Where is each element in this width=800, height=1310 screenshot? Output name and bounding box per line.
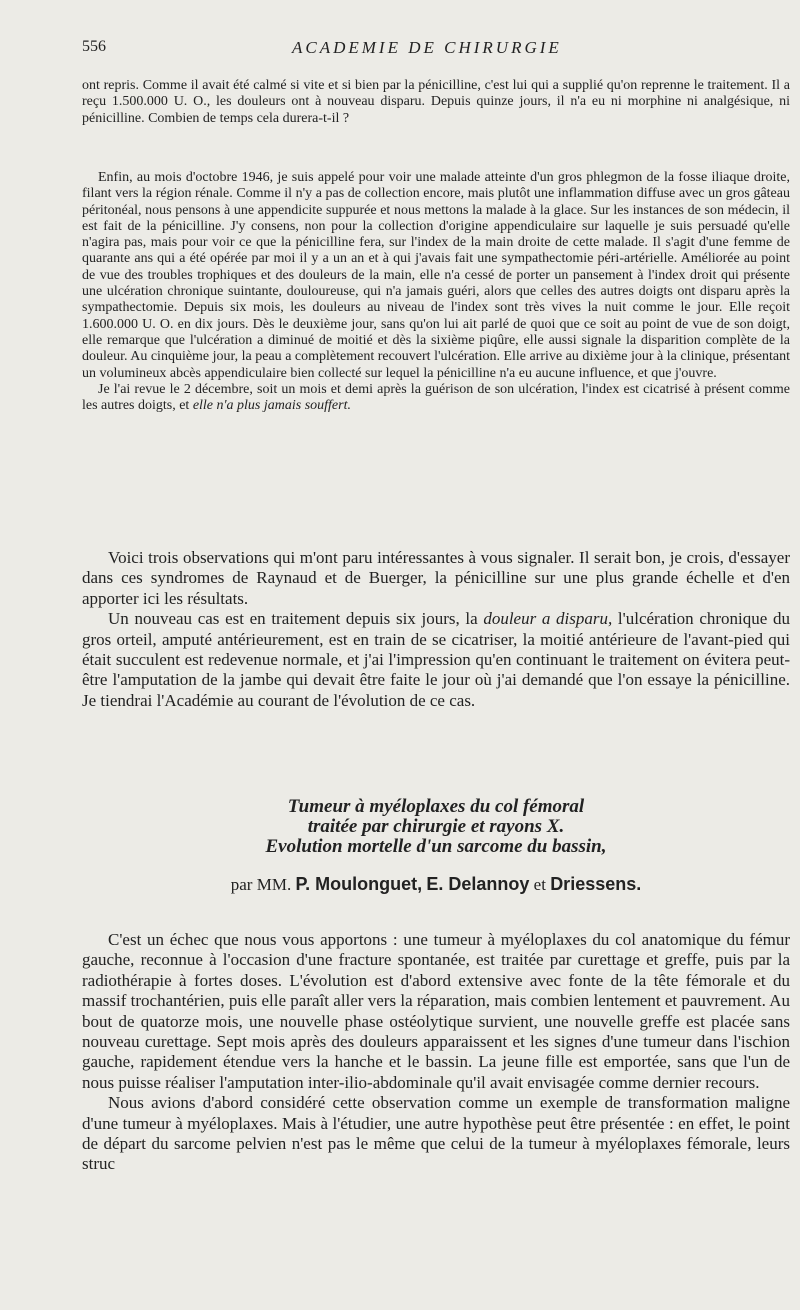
text-block-continuation <box>82 78 790 127</box>
paragraph-lead: Je l'ai revue le 2 décembre, soit un mois et demi après la guérison de son ulcération, l'index est cicatrisé à présent comme les autres doigts, et <box>82 381 790 414</box>
article-authors <box>82 874 790 895</box>
paragraph <box>82 382 790 415</box>
text-block-observation <box>82 170 790 414</box>
article-title <box>82 797 790 857</box>
paragraph-rest: l'ulcération chronique du gros orteil, amputé antérieurement, est en train de se cicatriser, la moitié antérieure de l'avant-pied qui était succulent est redevenue normale, et j'ai l'impression qu'en continuant le traitement on évitera peut-être l'amputation de la jambe qui devait être faite le jour où j'ai demandé que l'on essaye la pénicilline. Je tiendrai l'Académie au courant de l'évolution de ce cas. <box>82 609 790 710</box>
authors-prefix: par MM. <box>230 875 292 894</box>
running-head: ACADEMIE DE CHIRURGIE <box>292 38 562 57</box>
author-name: P. Moulonguet, <box>295 874 423 894</box>
emphasis-text: douleur a disparu, <box>483 609 613 629</box>
title-line: Tumeur à myéloplaxes du col fémoral <box>287 796 585 817</box>
text-block-article-body <box>82 930 790 1175</box>
paragraph <box>82 609 790 711</box>
paragraph: ont repris. Comme il avait été calmé si vite et si bien par la pénicilline, c'est lui qui a supplié qu'on reprenne le traitement. Il a reçu 1.500.000 U. O., les douleurs ont à nouveau disparu. Depuis quinze jours, il n'a eu ni morphine ni analgésique, ni pénicilline. Combien de temps cela durera-t-il ? <box>82 78 790 126</box>
paragraph: Voici trois observations qui m'ont paru intéressantes à vous signaler. Il serait bon, je crois, d'essayer dans ces syndromes de Raynaud et de Buerger, la pénicilline sur une plus grande échelle et d'en apporter ici les résultats. <box>82 548 790 608</box>
title-line: traitée par chirurgie et rayons X. <box>307 816 565 837</box>
text-block-conclusion <box>82 548 790 711</box>
author-name: E. Delannoy <box>426 874 530 894</box>
author-name: Driessens. <box>550 874 642 894</box>
paragraph: Enfin, au mois d'octobre 1946, je suis appelé pour voir une malade atteinte d'un gros phlegmon de la fosse iliaque droite, filant vers la région rénale. Comme il n'y a pas de collection encore, mais plutôt une inflammation diffuse avec un gros gâteau péritonéal, nous pensons à une appendicite suppurée et nous mettons la malade à la glace. Sur les instances de son médecin, il est fait de la pénicilline. J'y consens, non pour la collection d'origine appendiculaire sur laquelle je suis persuadé qu'elle n'agira pas, mais pour voir ce que la pénicilline fera, sur l'index de la main droite de cette malade. Il s'agit d'une femme de quarante ans qui a été opérée par moi il y a un an et à qui j'avais fait une sympathectomie péri-artérielle. Améliorée au point de vue des troubles trophiques et des douleurs de la main, elle n'a cessé de porter un pansement à l'index droit qui présente une ulcération chronique suintante, douloureuse, qui n'a jamais guéri, alors que celles des autres doigts ont disparu après la sympathectomie. Depuis six mois, les douleurs au niveau de l'index sont très vives la nuit comme le jour. Elle reçoit 1.600.000 U. O. en dix jours. Dès le deuxième jour, sans qu'on lui ait parlé de quoi que ce soit au point de vue de son doigt, elle remarque que l'ulcération a diminué de moitié et dès la sixième piqûre, elle aussi signale la disparition complète de la douleur. Au cinquième jour, la peau a complètement recouvert l'ulcération. Elle arrive au dixième jour à la clinique, présentant un volumineux abcès appendiculaire bien collecté sur lequel la pénicilline n'a eu aucune influence, et que j'ouvre. <box>82 170 790 381</box>
authors-conjunction: et <box>533 875 546 894</box>
title-line: Evolution mortelle d'un sarcome du bassin, <box>265 836 607 857</box>
page-header <box>82 38 770 60</box>
page-number: 556 <box>82 38 106 55</box>
emphasis-text: elle n'a plus jamais souffert. <box>192 398 351 414</box>
paragraph-lead: Un nouveau cas est en traitement depuis six jours, la <box>108 609 484 629</box>
paragraph: C'est un échec que nous vous apportons : une tumeur à myéloplaxes du col anatomique du fémur gauche, reconnue à l'occasion d'une fracture spontanée, est traitée par curettage et greffe, puis par la radiothérapie à fortes doses. L'évolution est d'abord extensive avec fonte de la tête fémorale et du massif trochantérien, puis elle paraît aller vers la réparation, mais combien lentement et pauvrement. Au bout de quatorze mois, une nouvelle phase ostéolytique survient, une nouvelle greffe est placée sans nouveau curettage. Sept mois après des douleurs apparaissent et les signes d'une tumeur dans l'ischion gauche, rapidement étendue vers la hanche et le bassin. La jeune fille est emportée, sans que l'un de nous puisse réaliser l'amputation inter-ilio-abdominale qu'il avait envisagée comme dernier recours. <box>82 930 790 1092</box>
paragraph: Nous avions d'abord considéré cette observation comme un exemple de transformation maligne d'une tumeur à myéloplaxes. Mais à l'étudier, une autre hypothèse peut être présentée : en effet, le point de départ du sarcome pelvien n'est pas le même que celui de la tumeur à myéloplaxes fémorale, leurs struc <box>82 1093 790 1174</box>
